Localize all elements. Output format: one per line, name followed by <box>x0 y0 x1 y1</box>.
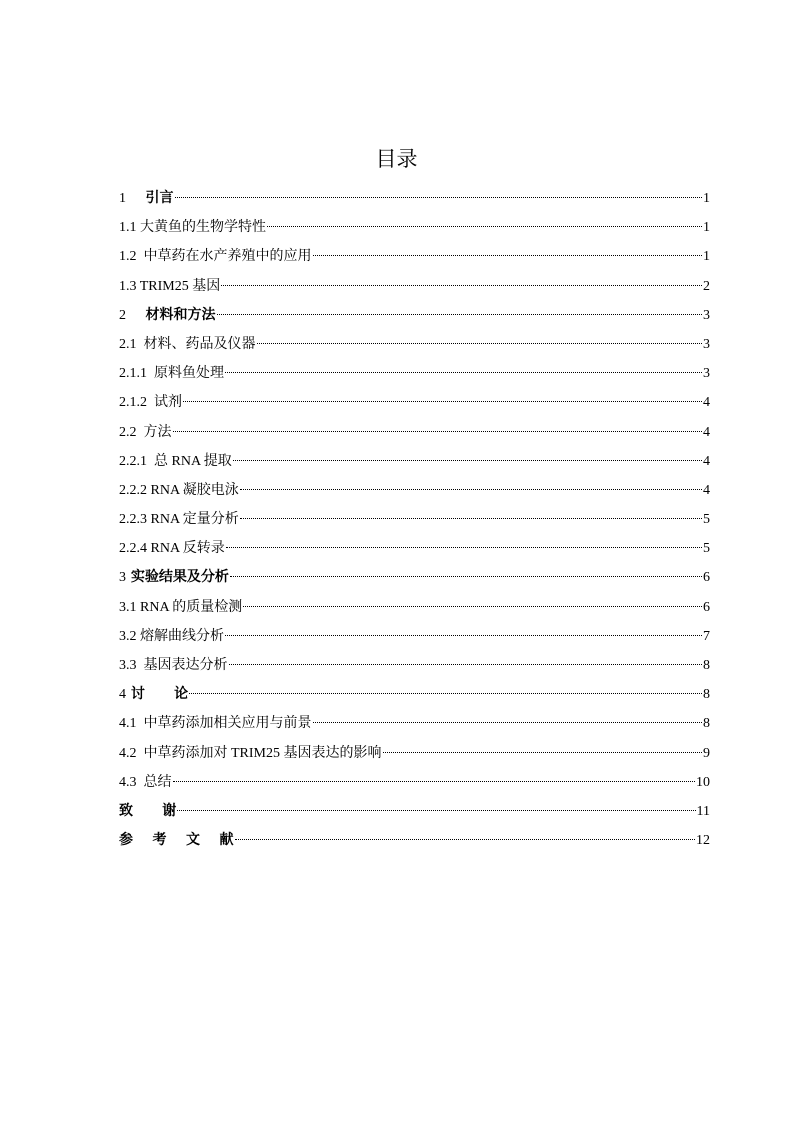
dot-leader <box>189 693 702 694</box>
toc-entry-text: 3.3 基因表达分析 <box>119 658 228 673</box>
toc-entry-text: 2.1.1 原料鱼处理 <box>119 366 224 382</box>
toc-entry-text: 2.2.3 RNA 定量分析 <box>119 512 239 528</box>
toc-entry[interactable] <box>119 213 710 242</box>
toc-entry-label <box>119 593 242 622</box>
toc-entry-label <box>119 563 229 592</box>
toc-entry-page-number: 6 <box>703 599 710 615</box>
toc-entry-page-number: 8 <box>703 716 710 732</box>
toc-entry[interactable] <box>119 447 710 476</box>
dot-leader <box>240 518 702 519</box>
dot-leader <box>257 343 703 344</box>
toc-entry-text: 3.2 熔解曲线分析 <box>119 628 224 644</box>
toc-entry[interactable] <box>119 622 710 651</box>
toc-entry-page-number: 4 <box>703 482 710 498</box>
toc-entry[interactable] <box>119 242 710 271</box>
dot-leader <box>383 752 703 753</box>
toc-entry[interactable] <box>119 476 710 505</box>
dot-leader <box>229 664 703 665</box>
toc-entry[interactable] <box>119 768 710 797</box>
toc-entry-text: 引言 <box>145 190 174 206</box>
toc-entry-text: 1.3 TRIM25 基因 <box>119 278 221 294</box>
toc-title: 目录 <box>375 147 418 171</box>
table-of-contents <box>119 184 710 855</box>
toc-entry-page-number: 12 <box>696 833 710 849</box>
toc-entry-text: 4.2 中草药添加对 TRIM25 基因表达的影响 <box>119 745 382 761</box>
toc-entry-page-number: 5 <box>703 541 710 557</box>
toc-entry-label <box>119 418 172 447</box>
toc-entry-text: 2.1.2 试剂 <box>119 395 182 411</box>
toc-entry-page-number: 4 <box>703 453 710 469</box>
toc-entry[interactable] <box>119 359 710 388</box>
dot-leader <box>230 576 702 577</box>
dot-leader <box>217 314 703 315</box>
toc-entry[interactable] <box>119 388 710 417</box>
toc-entry-page-number: 3 <box>703 366 710 382</box>
toc-entry-label <box>119 680 188 709</box>
dot-leader <box>225 635 702 636</box>
toc-entry-text: 2.2.4 RNA 反转录 <box>119 541 225 557</box>
toc-entry-number: 2 <box>119 307 126 323</box>
dot-leader <box>175 197 703 198</box>
toc-entry-text: 讨 论 <box>130 686 189 703</box>
toc-entry-text: 4.3 总结 <box>119 774 172 790</box>
toc-entry-page-number: 1 <box>703 220 710 236</box>
toc-entry-text: 1.2 中草药在水产养殖中的应用 <box>119 249 312 265</box>
dot-leader <box>226 547 702 548</box>
toc-entry-page-number: 1 <box>703 191 710 206</box>
toc-entry[interactable] <box>119 418 710 447</box>
toc-entry-text: 2.2.1 总 RNA 提取 <box>119 453 232 469</box>
toc-entry-label <box>119 359 224 388</box>
toc-entry-label <box>119 184 174 213</box>
toc-entry-text: 2.2.2 RNA 凝胶电泳 <box>119 482 239 498</box>
toc-entry-label <box>119 739 382 768</box>
toc-entry-label <box>119 447 232 476</box>
dot-leader <box>267 226 702 227</box>
toc-entry[interactable] <box>119 826 710 855</box>
toc-entry-text: 4.1 中草药添加相关应用与前景 <box>119 716 312 732</box>
toc-entry[interactable] <box>119 563 710 592</box>
toc-entry[interactable] <box>119 301 710 330</box>
toc-entry-text: 1.1 大黄鱼的生物学特性 <box>119 220 266 236</box>
dot-leader <box>313 722 703 723</box>
toc-entry-page-number: 6 <box>703 570 710 586</box>
toc-entry-page-number: 7 <box>703 628 710 644</box>
toc-entry-page-number: 3 <box>703 307 710 323</box>
toc-entry-page-number: 11 <box>696 803 710 819</box>
toc-entry-label <box>119 242 312 271</box>
toc-entry[interactable] <box>119 739 710 768</box>
toc-entry-label <box>119 797 176 826</box>
dot-leader <box>225 372 702 373</box>
toc-entry-number: 3 <box>119 570 126 586</box>
dot-leader <box>233 460 702 461</box>
toc-entry[interactable] <box>119 534 710 563</box>
toc-entry[interactable] <box>119 651 710 680</box>
toc-entry-page-number: 4 <box>703 395 710 411</box>
toc-entry-page-number: 4 <box>703 424 710 440</box>
toc-entry-label <box>119 768 172 797</box>
dot-leader <box>221 285 702 286</box>
toc-entry-text: 材料和方法 <box>145 306 216 323</box>
toc-entry-label <box>119 709 312 738</box>
toc-entry[interactable] <box>119 330 710 359</box>
dot-leader <box>235 839 696 840</box>
toc-entry-label <box>119 213 266 242</box>
toc-entry-page-number: 1 <box>703 249 710 265</box>
toc-entry[interactable] <box>119 593 710 622</box>
toc-entry-label <box>119 505 239 534</box>
toc-entry-page-number: 2 <box>703 278 710 294</box>
dot-leader <box>177 810 695 811</box>
dot-leader <box>183 401 702 402</box>
toc-entry[interactable] <box>119 709 710 738</box>
toc-entry-page-number: 9 <box>703 745 710 761</box>
toc-entry-label <box>119 622 224 651</box>
toc-entry-label <box>119 272 220 301</box>
dot-leader <box>173 431 703 432</box>
toc-entry-page-number: 5 <box>703 512 710 528</box>
toc-entry-label <box>119 651 228 680</box>
toc-entry-page-number: 10 <box>696 774 710 790</box>
toc-entry[interactable] <box>119 797 710 826</box>
toc-entry-label <box>119 301 216 330</box>
toc-entry-label <box>119 388 182 417</box>
toc-entry-page-number: 8 <box>703 687 710 703</box>
dot-leader <box>243 606 702 607</box>
toc-entry-label <box>119 534 225 563</box>
toc-entry-label <box>119 330 256 359</box>
toc-entry-number: 4 <box>119 687 126 703</box>
toc-entry-number: 1 <box>119 191 126 206</box>
toc-entry-text: 参 考 文 献 <box>119 832 234 849</box>
toc-entry-text: 致 谢 <box>119 802 177 819</box>
toc-entry-label <box>119 476 239 505</box>
toc-entry-text: 3.1 RNA 的质量检测 <box>119 599 243 615</box>
toc-entry-text: 实验结果及分析 <box>130 569 229 586</box>
toc-entry[interactable] <box>119 505 710 534</box>
toc-entry[interactable] <box>119 272 710 301</box>
toc-entry-page-number: 8 <box>703 658 710 673</box>
dot-leader <box>240 489 702 490</box>
toc-entry[interactable] <box>119 184 710 213</box>
dot-leader <box>173 781 696 782</box>
toc-entry-text: 2.1 材料、药品及仪器 <box>119 336 256 352</box>
toc-entry[interactable] <box>119 680 710 709</box>
toc-entry-label <box>119 826 234 855</box>
toc-entry-page-number: 3 <box>703 336 710 352</box>
toc-entry-text: 2.2 方法 <box>119 424 172 440</box>
dot-leader <box>313 255 703 256</box>
